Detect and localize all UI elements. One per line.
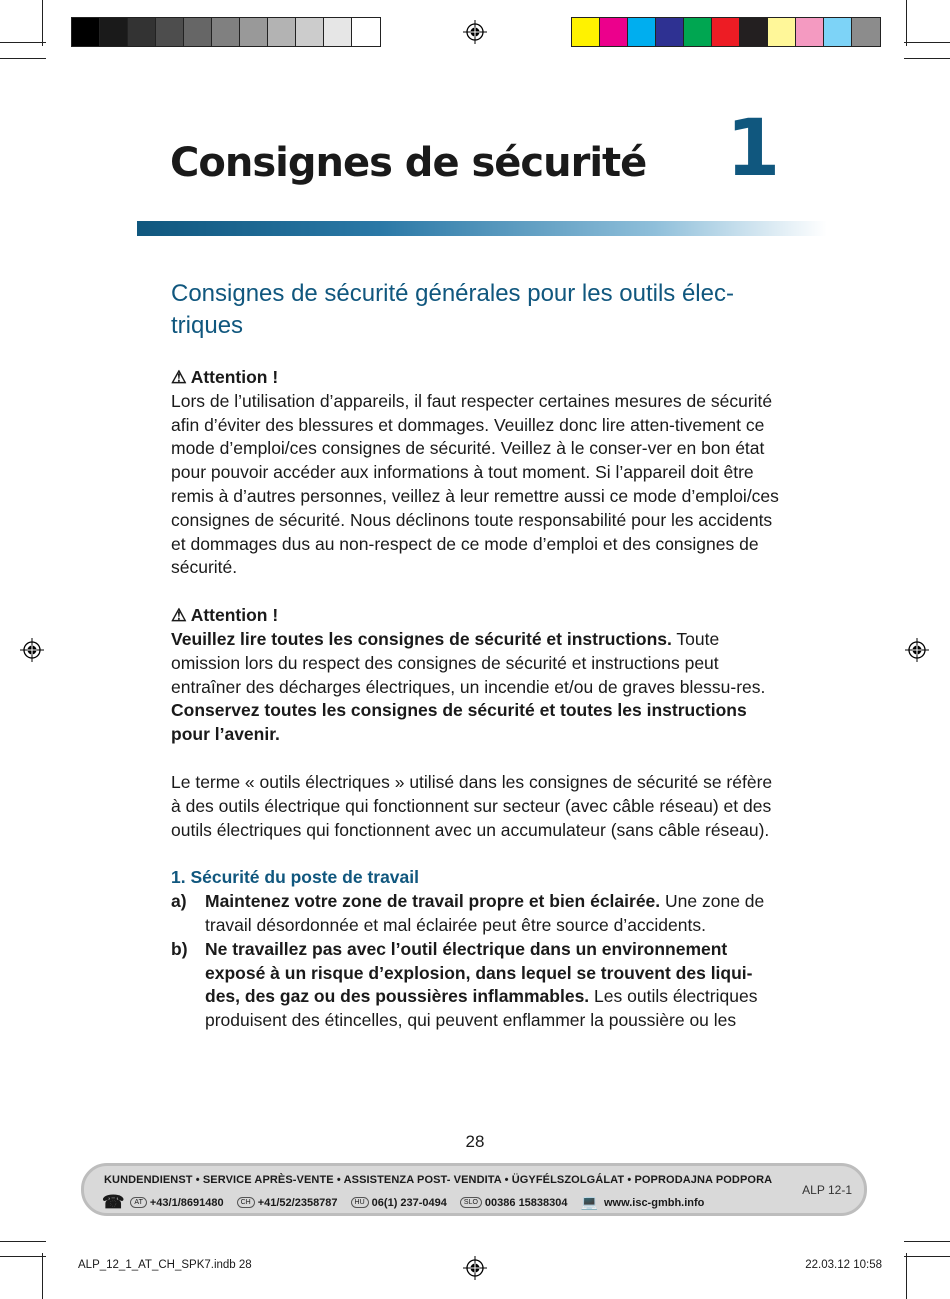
warning-icon: ⚠ <box>171 605 187 626</box>
service-header: KUNDENDIENST • SERVICE APRÈS-VENTE • ASSISTENZA POST- VENDITA • ÜGYFÉLSZOLGÁLAT • POPRODAJNA PODPORA <box>104 1174 773 1186</box>
contact-entry <box>351 1197 447 1209</box>
color-swatch <box>128 18 156 46</box>
color-swatch <box>712 18 740 46</box>
phone-number: 06(1) 237-0494 <box>371 1196 447 1209</box>
main-content <box>171 278 783 1033</box>
model-label: ALP 12-1 <box>802 1183 852 1197</box>
contact-entry <box>237 1197 338 1209</box>
website-entry <box>581 1194 705 1211</box>
title-rule <box>137 221 827 236</box>
registration-mark-icon <box>463 20 487 44</box>
color-swatch <box>156 18 184 46</box>
phone-number: +43/1/8691480 <box>149 1196 224 1209</box>
attention-block-2 <box>171 604 783 747</box>
color-swatch <box>324 18 352 46</box>
color-swatch <box>296 18 324 46</box>
service-contacts <box>102 1192 717 1213</box>
list-marker: a) <box>171 891 187 912</box>
crop-mark <box>904 1241 950 1242</box>
page-number: 28 <box>465 1132 485 1151</box>
color-swatch <box>572 18 600 46</box>
color-swatch <box>656 18 684 46</box>
definition-paragraph: Le terme « outils électriques » utilisé dans les consignes de sécurité se réfère à des outils électrique qui fonctionnent sur secteur (avec câble réseau) et des outils électriques qui fonctionnent avec un accumulateur (sans câble réseau). <box>171 771 773 840</box>
attention-label: ⚠ Attention ! <box>171 367 279 387</box>
registration-mark-icon <box>20 638 44 662</box>
color-swatch <box>212 18 240 46</box>
bold-instruction: Veuillez lire toutes les consignes de sécurité et instructions. <box>171 628 672 649</box>
computer-icon: 💻 <box>580 1194 598 1210</box>
crop-mark <box>904 1256 950 1257</box>
color-swatch <box>100 18 128 46</box>
bold-instruction: Conservez toutes les consignes de sécurité et toutes les instructions pour l’avenir. <box>171 700 747 745</box>
color-swatch <box>268 18 296 46</box>
color-bar <box>571 17 881 47</box>
workplace-safety-section <box>171 866 783 1033</box>
section-heading: Consignes de sécurité générales pour les outils élec-triques <box>171 280 734 339</box>
color-swatch <box>628 18 656 46</box>
paragraph-text: Toute omission lors du respect des consignes de sécurité et instructions peut entraîner des décharges électriques, un incendie et/ou de graves blessu-res. <box>171 628 766 697</box>
color-swatch <box>824 18 852 46</box>
crop-mark <box>0 1241 46 1242</box>
country-code-badge: SLO <box>460 1197 482 1208</box>
crop-mark <box>42 1253 43 1299</box>
list-item-text: Une zone de travail désordonnée et mal éclairée peut être source d’accidents. <box>205 891 765 935</box>
phone-number: 00386 15838304 <box>484 1196 568 1209</box>
phone-number: +41/52/2358787 <box>257 1196 338 1209</box>
crop-mark <box>906 1253 907 1299</box>
crop-mark <box>0 58 46 59</box>
crop-mark <box>904 42 950 43</box>
crop-mark <box>904 58 950 59</box>
warning-icon: ⚠ <box>171 367 187 387</box>
list-item <box>171 890 783 938</box>
chapter-title: Consignes de sécurité <box>170 140 647 186</box>
website-link[interactable]: www.isc-gmbh.info <box>603 1196 705 1209</box>
contact-entry <box>130 1197 223 1209</box>
slug-filename: ALP_12_1_AT_CH_SPK7.indb 28 <box>78 1259 252 1271</box>
contact-entry <box>460 1197 568 1209</box>
phone-icon: ☎ <box>102 1192 125 1212</box>
color-swatch <box>600 18 628 46</box>
sub-heading: 1. Sécurité du poste de travail <box>171 867 419 888</box>
country-code-badge: AT <box>130 1197 146 1208</box>
color-swatch <box>852 18 880 46</box>
color-swatch <box>352 18 380 46</box>
registration-mark-icon <box>463 1256 487 1280</box>
country-code-badge: HU <box>351 1197 369 1208</box>
attention-block-1 <box>171 366 783 580</box>
list-item-text: Les outils électriques produisent des étincelles, qui peuvent enflammer la poussière ou les <box>205 986 758 1031</box>
list-marker: b) <box>171 938 188 959</box>
color-swatch <box>240 18 268 46</box>
registration-mark-icon <box>905 638 929 662</box>
color-swatch <box>796 18 824 46</box>
color-swatch <box>684 18 712 46</box>
slug-timestamp: 22.03.12 10:58 <box>805 1259 882 1271</box>
country-code-badge: CH <box>237 1197 255 1208</box>
grayscale-bar <box>71 17 381 47</box>
crop-mark <box>906 0 907 46</box>
list-item-bold: Ne travaillez pas avec l’outil électrique dans un environnement exposé à un risque d’explosion, dans lequel se trouvent des liqui-des, des gaz ou des poussières inflammables. <box>205 938 753 1007</box>
list-item <box>171 938 783 1033</box>
color-swatch <box>768 18 796 46</box>
crop-mark <box>42 0 43 46</box>
attention-paragraph: Lors de l’utilisation d’appareils, il faut respecter certaines mesures de sécurité afin d’éviter des blessures et dommages. Veuillez donc lire atten-tivement ce mode d’emploi/ces consignes de sécurité. Veillez à le conser-ver en bon état pour pouvoir accéder aux informations à tout moment. Si l’appareil doit être remis à d’autres personnes, veillez à leur remettre aussi ce mode d’emploi/ces consignes de sécurité. Nous déclinons toute responsabilité pour les accidents et dommages dus au non-respect de ce mode d’emploi et des consignes de sécurité. <box>171 390 779 578</box>
list-item-bold: Maintenez votre zone de travail propre et bien éclairée. <box>205 891 661 912</box>
attention-label: ⚠ Attention ! <box>171 605 279 626</box>
chapter-number: 1 <box>726 104 779 194</box>
crop-mark <box>0 1256 46 1257</box>
color-swatch <box>72 18 100 46</box>
service-box <box>81 1163 867 1216</box>
color-swatch <box>740 18 768 46</box>
crop-mark <box>0 42 46 43</box>
color-swatch <box>184 18 212 46</box>
